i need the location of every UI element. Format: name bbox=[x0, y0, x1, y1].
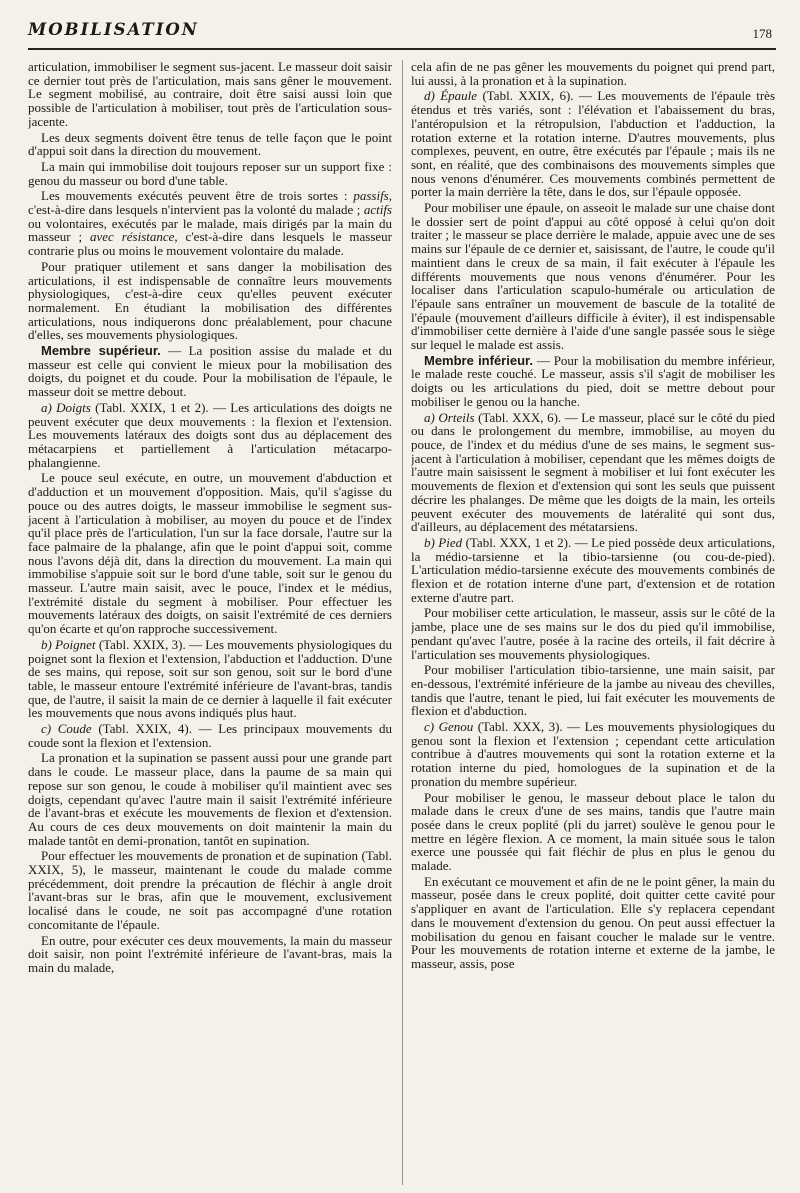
paragraph: Le pouce seul exécute, en outre, un mouvement d'abduction et d'adduction et un mouvement d'opposition. Mais, qu'il s'agisse du pouce ou des autres doigts, le masseur immobilise le segment sus-jacent à l'articulation à mobiliser, au moyen du pouce et de l'index qu'il place près de l'articulation, l'un sur la face dorsale, l'autre sur la face palmaire de la phalange, afin que le point d'appui soit, comme nous l'avons déjà dit, dans la direction du mouvement. La main qui immobilise s'appuie soit sur le bord d'une table, soit sur le genou du masseur. L'autre main saisit, avec le pouce, l'index et le médius, l'extrémité distale du segment à mobiliser. Pour effectuer les mouvements latéraux des doigts, on saisit l'extrémité de ces derniers qu'on écarte et qu'on rapproche successivement. bbox=[28, 470, 392, 637]
paragraph bbox=[411, 89, 775, 199]
paragraph bbox=[28, 638, 392, 720]
paragraph: Pour effectuer les mouvements de pronation et de supination (Tabl. XXIX, 5), le masseur, maintenant le coude du malade comme précédemment, doit prendre la précaution de fléchir à angle droit l'avant-bras sur le bras, afin que le mouvement, exclusivement localisé dans le coude, ne soit pas accompagné d'une rotation concomitante de l'épaule. bbox=[28, 848, 392, 932]
paragraph: Pour pratiquer utilement et sans danger la mobilisation des articulations, il est indispensable de connaître leurs mouvements physiologiques, c'est-à-dire ceux qu'elles peuvent exécuter normalement. En étudiant la mobilisation des différentes articulations, nous indiquerons donc préalablement, pour chacune d'elles, ses mouvements physiologiques. bbox=[28, 258, 392, 343]
paragraph: En exécutant ce mouvement et afin de ne le point gêner, la main du masseur, posée dans le creux poplité, doit quitter cette cavité pour s'appliquer en avant de l'articulation. Elle s'y replacera cependant dans le mouvement d'extension du genou. On peut aussi effectuer la mobilisation du genou en faisant coucher le malade sur le ventre. Pour les mouvements de rotation interne et externe de la jambe, le masseur, assis, pose bbox=[411, 873, 775, 971]
subsection-heading: d) Épaule bbox=[424, 88, 478, 104]
section-heading: Membre inférieur. bbox=[424, 352, 533, 368]
paragraph: Pour mobiliser une épaule, on asseoit le malade sur une chaise dont le dossier sert de point d'appui au côté opposé à celui qu'on doit traiter ; le masseur se place derrière le malade, appuie avec une de ses mains sur l'épaule de ce dernier et, saisissant, de l'autre, le coude qu'il maintient dans le creux de sa main, il fait exécuter à l'épaule les différents mouvements que nous venons d'énumérer. Pour les localiser dans l'articulation scapulo-humérale ou articulation de l'épaule sans entraîner un mouvement de bascule de la totalité de l'épaule (mouvement d'ailleurs difficile à éviter), il est indispensable d'immobiliser cette dernière à l'aide d'une sangle passée sous le siège sur lequel le malade est assis. bbox=[411, 200, 775, 353]
subsection-heading: c) Coude bbox=[41, 721, 92, 737]
subsection-heading: a) Doigts bbox=[41, 399, 91, 415]
running-title: MOBILISATION bbox=[28, 20, 199, 39]
text-run: , c'est-à-dire dans lesquels n'intervient pas la volonté du malade ; bbox=[28, 188, 392, 218]
text-run: Les mouvements exécutés peuvent être de trois sortes : bbox=[41, 188, 354, 204]
page-number: 178 bbox=[752, 26, 772, 41]
subsection-heading: a) Orteils bbox=[424, 409, 475, 425]
paragraph bbox=[411, 536, 775, 605]
text-run: (Tabl. XXIX, 3). — Les mouvements physiologiques du poignet sont la flexion et l'extension, l'abduction et l'adduction. D'une de ses mains, qui repose, soit sur son genou, soit sur le bord d'une table, le masseur entoure l'extrémité inférieure de l'avant-bras, tandis que, de l'autre, il saisit la main de ce dernier à laquelle il fait exécuter les mouvements que nous avons indiqués plus haut. bbox=[28, 636, 392, 721]
paragraph bbox=[28, 722, 392, 749]
text-run: (Tabl. XXIX, 6). — Les mouvements de l'épaule très étendus et très variés, sont : l'élévation et l'abaissement du bras, l'antéropulsion et la rétropulsion, l'abduction et l'adduction, la rotation externe et la rotation interne. D'autres mouvements, plus complexes, peuvent, en outre, être exécutés par l'épaule ; mais ils ne sont, en réalité, que des combinaisons des mouvements simples que nous venons d'énumérer. Ces mouvements combinés permettent de porter la main derrière la tête, dans le dos, sur l'épaule opposée. bbox=[411, 88, 775, 200]
paragraph: La pronation et la supination se passent aussi pour une grande part dans le coude. Le masseur place, dans la paume de sa main qui repose sur son genou, le coude à mobiliser qu'il maintient avec ses doigts, cependant qu'avec l'autre main il saisit l'extrémité inférieure de l'avant-bras et exécute les mouvements de flexion et d'extension. Au cours de ces deux mouvements on doit maintenir la main du malade tantôt en demi-pronation, tantôt en supination. bbox=[28, 750, 392, 848]
paragraph bbox=[28, 401, 392, 470]
text-run: , c'est-à-dire dans lesquels le masseur contrarie plus ou moins le mouvement volontaire du malade. bbox=[28, 229, 392, 259]
section-heading: Membre supérieur. bbox=[41, 343, 161, 359]
paragraph bbox=[411, 411, 775, 534]
subsection-heading: b) Poignet bbox=[41, 636, 96, 652]
text-run: (Tabl. XXX, 6). — Le masseur, placé sur le côté du pied ou dans le prolongement du membre, immobilise, au moyen du pouce, de l'index et du médius d'une de ses mains, le segment sus-jacent à l'articulation à mobiliser, cependant que les mêmes doigts de l'autre main saisissent le segment à mobiliser et lui font exécuter les mouvements de flexion et d'extension qui sont les seuls que puissent décrire les phalanges. De même que les doigts de la main, les orteils peuvent exécuter des mouvements de latéralité qui sont dus, d'ailleurs, au déplacement des métatarsiens. bbox=[411, 409, 775, 535]
text-run: (Tabl. XXIX, 4). — Les principaux mouvements du coude sont la flexion et l'extension. bbox=[28, 721, 392, 750]
subsection-heading: c) Genou bbox=[424, 719, 474, 735]
text-run: — Pour la mobilisation du membre inférieur, le malade reste couché. Le masseur, assis s'il s'agit de mobiliser les doigts ou les articulations du pied, doit se mettre debout pour mobiliser le genou ou la hanche. bbox=[411, 352, 775, 409]
text-run: (Tabl. XXIX, 1 et 2). — Les articulations des doigts ne peuvent exécuter que deux mouvements : la flexion et l'extension. Les mouvements latéraux des doigts sont dus au déplacement des métacarpiens et partiellement à l'articulation métacarpo-phalangienne. bbox=[28, 399, 392, 470]
paragraph: Pour mobiliser cette articulation, le masseur, assis sur le côté de la jambe, place une de ses mains sur le dos du pied qu'il immobilise, pendant qu'avec l'autre, posée à la racine des orteils, il fait décrire à l'articulation ses mouvements physiologiques. bbox=[411, 605, 775, 662]
text-run: (Tabl. XXX, 1 et 2). — Le pied possède deux articulations, la médio-tarsienne et la tibio-tarsienne (ou cou-de-pied). L'articulation médio-tarsienne exécute des mouvements combinés de flexion et de rotation interne d'une part, d'extension et de rotation externe d'autre part. bbox=[411, 534, 775, 605]
paragraph bbox=[28, 189, 392, 258]
paragraph: La main qui immobilise doit toujours reposer sur un support fixe : genou du masseur ou bord d'une table. bbox=[28, 158, 392, 188]
paragraph bbox=[411, 354, 775, 409]
text-columns bbox=[28, 60, 780, 1185]
right-column bbox=[411, 60, 775, 1185]
paragraph: Pour mobiliser le genou, le masseur debout place le talon du malade dans le creux d'une de ses mains, tandis que l'autre main posée dans le creux poplité (pli du jarret) soulève le genou pour le mettre en légère flexion. A ce moment, la main située sous le talon exerce une poussée qui fait fléchir de plus en plus le genou du malade. bbox=[411, 789, 775, 874]
text-run: — La position assise du malade et du masseur est celle qui convient le mieux pour la mobilisation des doigts, du poignet et du coude. Pour la mobilisation de l'épaule, le masseur doit se mettre debout. bbox=[28, 343, 392, 400]
paragraph bbox=[28, 344, 392, 399]
term-passifs: passifs bbox=[353, 188, 389, 204]
text-run: ou volontaires, exécutés par le malade, mais dirigés par la main du masseur ; bbox=[28, 215, 392, 245]
page-header bbox=[28, 14, 776, 50]
column-divider bbox=[402, 60, 403, 1185]
paragraph: Pour mobiliser l'articulation tibio-tarsienne, une main saisit, par en-dessous, l'extrémité inférieure de la jambe au niveau des chevilles, tandis que l'autre, tenant le pied, lui fait exécuter les mouvements de flexion et d'abduction. bbox=[411, 662, 775, 719]
paragraph: cela afin de ne pas gêner les mouvements du poignet qui prend part, lui aussi, à la pronation et à la supination. bbox=[411, 60, 775, 88]
subsection-heading: b) Pied bbox=[424, 534, 463, 550]
paragraph bbox=[411, 720, 775, 789]
paragraph: En outre, pour exécuter ces deux mouvements, la main du masseur doit saisir, non point l'extrémité inférieure de l'avant-bras, mais la main du malade, bbox=[28, 932, 392, 975]
term-actifs: actifs bbox=[363, 202, 392, 218]
term-avec-resistance: avec résistance bbox=[90, 229, 175, 245]
left-column bbox=[28, 60, 392, 1185]
paragraph: articulation, immobiliser le segment sus-jacent. Le masseur doit saisir ce dernier tout près de l'articulation, mais sans gêner le mouvement. Le segment mobilisé, au contraire, doit être saisi aussi loin que possible de l'articulation à mobiliser, tout près de l'articulation sous-jacente. bbox=[28, 60, 392, 129]
text-run: (Tabl. XXX, 3). — Les mouvements physiologiques du genou sont la flexion et l'extension ; cependant cette articulation contribue à d'autres mouvements qui sont la rotation externe et la rotation interne du pied, homologues de la supination et de la pronation du membre supérieur. bbox=[411, 719, 775, 789]
paragraph: Les deux segments doivent être tenus de telle façon que le point d'appui soit dans la direction du mouvement. bbox=[28, 129, 392, 159]
